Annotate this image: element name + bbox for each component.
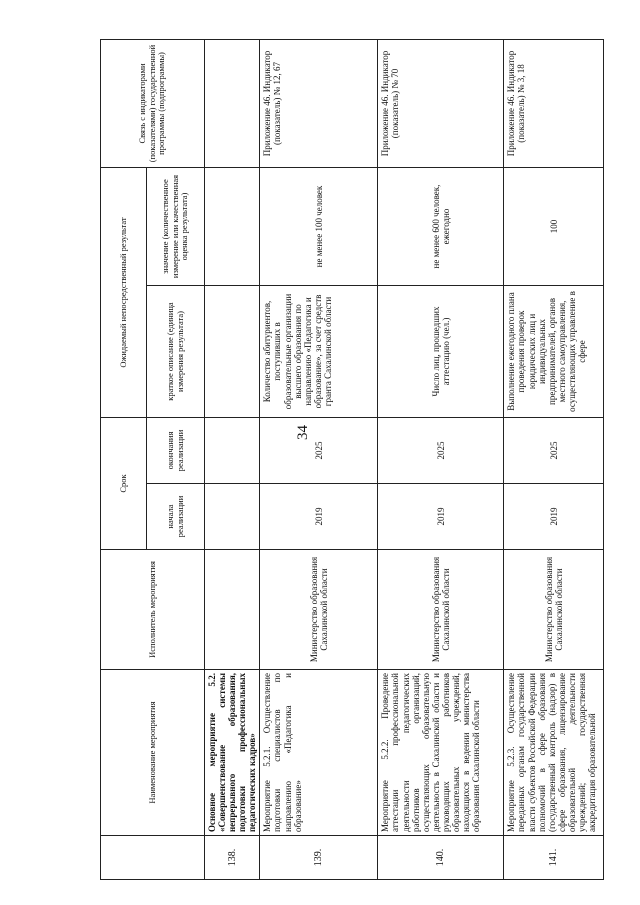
header-term: Срок <box>101 418 147 550</box>
row-value: не менее 100 человек <box>260 168 378 286</box>
row-name: Мероприятие 5.2.2. Проведение аттестации профессиональной деятельности педагогических работников организаций, осуществляющих образовательную деятельность в Сахалинской области и руководящих работников образовательных учреждений, находящихся в ведении министерства образования Сахалинской области <box>378 670 504 836</box>
row-desc: Количество абитуриентов, поступивших в образовательные организации высшего образования по направлению «Педагогика и образование», за счет средств гранта Сахалинской области <box>260 286 378 418</box>
row-end <box>205 418 260 484</box>
row-executor <box>205 550 260 670</box>
header-end: окончания реализации <box>147 418 205 484</box>
row-number: 139. <box>260 836 378 880</box>
table-row <box>260 40 378 880</box>
row-link: Приложение 46. Индикатор (показатель) № 12, 67 <box>260 40 378 168</box>
row-start: 2019 <box>504 484 604 550</box>
row-number: 138. <box>205 836 260 880</box>
row-name: Мероприятие 5.2.3. Осуществление переданных органам государственной власти субъектов Российской Федерации полномочий в сфере образования (государственный контроль (надзор) в сфере образования, лицензирование образовательной деятельности учреждений; государственная аккредитация образовательной <box>504 670 604 836</box>
row-name: Мероприятие 5.2.1. Осуществление подготовки специалистов по направлению «Педагогика и образование» <box>260 670 378 836</box>
row-start: 2019 <box>378 484 504 550</box>
row-number: 140. <box>378 836 504 880</box>
row-start: 2019 <box>260 484 378 550</box>
row-link <box>205 40 260 168</box>
row-executor: Министерство образования Сахалинской области <box>260 550 378 670</box>
table-row <box>378 40 504 880</box>
rotated-page <box>100 40 600 880</box>
program-table <box>100 39 604 880</box>
row-desc: Число лиц, прошедших аттестацию (чел.) <box>378 286 504 418</box>
row-executor: Министерство образования Сахалинской области <box>504 550 604 670</box>
header-result: Ожидаемый непосредственный результат <box>101 168 147 418</box>
row-desc <box>205 286 260 418</box>
row-link: Приложение 46. Индикатор (показатель) № 70 <box>378 40 504 168</box>
header-desc: краткое описание (единица измерения результата) <box>147 286 205 418</box>
row-end: 2025 <box>260 418 378 484</box>
header-link: Связь с индикаторами (показателями) государственной программы (подпрограммы) <box>101 40 205 168</box>
table-row <box>504 40 604 880</box>
row-start <box>205 484 260 550</box>
row-name: Основное мероприятие 5.2. «Совершенствование системы непрерывного образования, подготовки профессиональных педагогических кадров» <box>205 670 260 836</box>
row-end: 2025 <box>504 418 604 484</box>
row-value: 100 <box>504 168 604 286</box>
header-start: начала реализации <box>147 484 205 550</box>
header-value: значение (количественное измерение или качественная оценка результата) <box>147 168 205 286</box>
row-value: не менее 600 человек, ежегодно <box>378 168 504 286</box>
header-num <box>101 836 205 880</box>
header-name: Наименование мероприятия <box>101 670 205 836</box>
header-executor: Исполнитель мероприятия <box>101 550 205 670</box>
row-end: 2025 <box>378 418 504 484</box>
page-number: 34 <box>295 425 311 440</box>
row-number: 141. <box>504 836 604 880</box>
row-executor: Министерство образования Сахалинской области <box>378 550 504 670</box>
row-desc: Выполнение ежегодного плана проведения проверок юридических лиц и индивидуальных предпринимателей, органов местного самоуправления, осуществляющих управление в сфере <box>504 286 604 418</box>
table-row <box>205 40 260 880</box>
row-link: Приложение 46. Индикатор (показатель) № 3, 18 <box>504 40 604 168</box>
row-value <box>205 168 260 286</box>
